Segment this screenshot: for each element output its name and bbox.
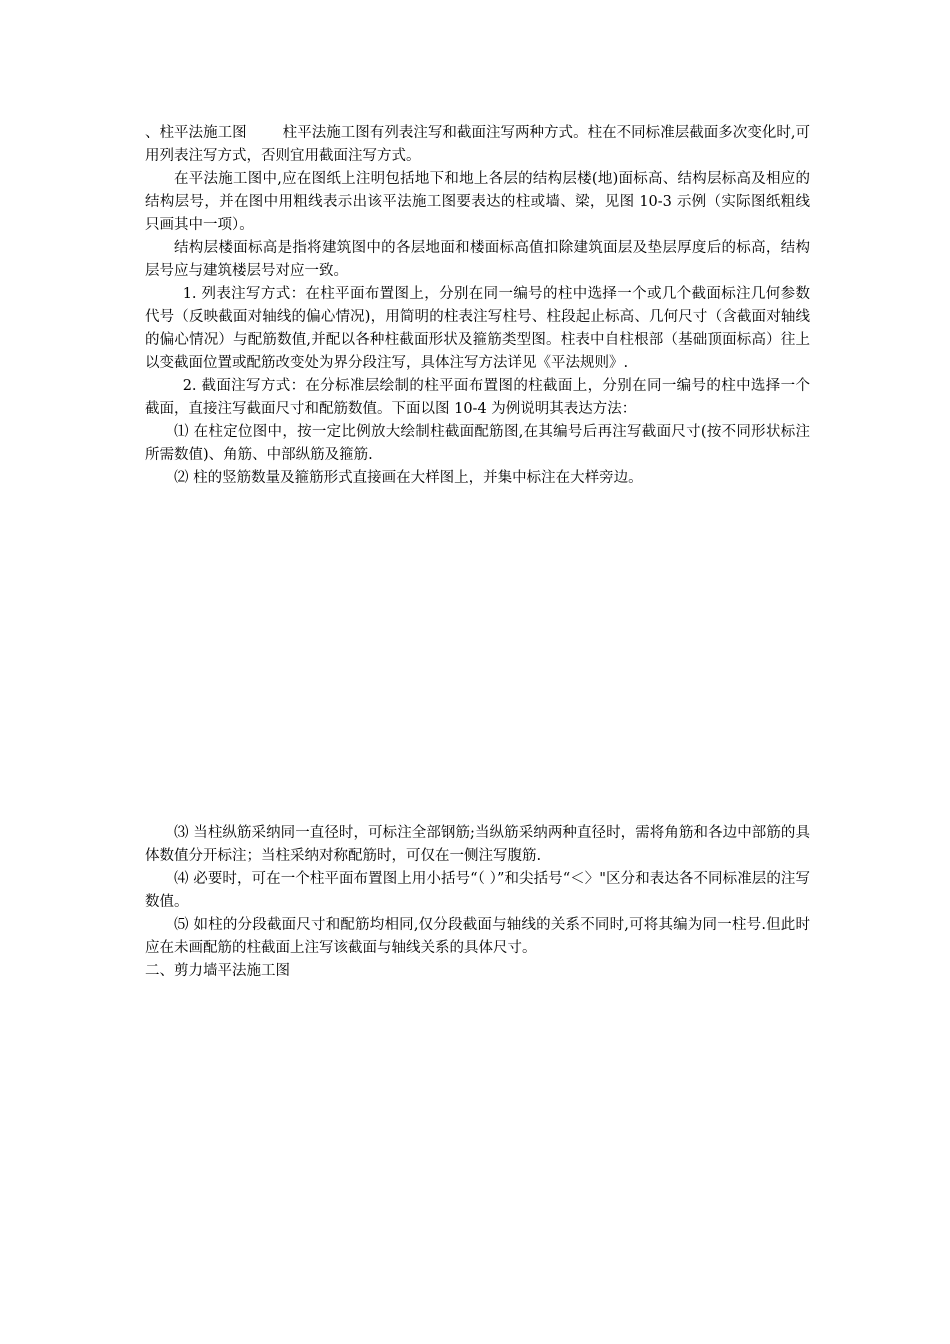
- paragraph-definition: 结构层楼面标高是指将建筑图中的各层地面和楼面标高值扣除建筑面层及垫层厚度后的标高，结构层号应与建筑楼层号对应一致。: [145, 240, 810, 279]
- list-item-1: ⑴ 在柱定位图中，按一定比例放大绘制柱截面配筋图,在其编号后再注写截面尺寸(按不同形状标注所需数值)、角筋、中部纵筋及箍筋.: [145, 424, 810, 463]
- paragraph-method-list: 1. 列表注写方式：在柱平面布置图上，分别在同一编号的柱中选择一个或几个截面标注几何参数代号（反映截面对轴线的偏心情况)，用简明的柱表注写柱号、柱段起止标高、几何尺寸（含截面对轴线的偏心情况）与配筋数值,并配以各种柱截面形状及箍筋类型图。柱表中自柱根部（基础顶面标高）往上以变截面位置或配筋改变处为界分段注写，具体注写方法详见《平法规则》.: [145, 286, 810, 371]
- section2-heading: 二、剪力墙平法施工图: [145, 963, 290, 979]
- list-item-5: ⑸ 如柱的分段截面尺寸和配筋均相同,仅分段截面与轴线的关系不同时,可将其编为同一柱号.但此时应在未画配筋的柱截面上注写该截面与轴线关系的具体尺寸。: [145, 917, 810, 956]
- list-item-2: ⑵ 柱的竖筋数量及箍筋形式直接画在大样图上，并集中标注在大样旁边。: [174, 470, 643, 486]
- list-item-3: ⑶ 当柱纵筋采纳同一直径时，可标注全部钢筋;当纵筋采纳两种直径时，需将角筋和各边中部筋的具体数值分开标注；当柱采纳对称配筋时，可仅在一侧注写腹筋.: [145, 825, 810, 864]
- lower-text-block: [145, 822, 810, 983]
- paragraph-method-section: 2. 截面注写方式：在分标准层绘制的柱平面布置图的柱截面上，分别在同一编号的柱中选择一个截面，直接注写截面尺寸和配筋数值。下面以图 10-4 为例说明其表达方法：: [145, 378, 810, 417]
- paragraph-elevation: 在平法施工图中,应在图纸上注明包括地下和地上各层的结构层楼(地)面标高、结构层标高及相应的结构层号，并在图中用粗线表示出该平法施工图要表达的柱或墙、梁，见图 10-3 示例（实际图纸粗线只画其中一项）。: [145, 171, 810, 233]
- section1-heading: 、柱平法施工图: [145, 125, 247, 141]
- upper-text-block: [145, 122, 810, 490]
- section1-paragraph: [145, 122, 810, 168]
- section1-intro: 柱平法施工图有列表注写和截面注写两种方式。柱在不同标准层截面多次变化时,可用列表注写方式，否则宜用截面注写方式。: [145, 125, 811, 164]
- list-item-4: ⑷ 必要时，可在一个柱平面布置图上用小括号“（ ）”和尖括号“＜〉"区分和表达各不同标准层的注写数值。: [145, 871, 810, 910]
